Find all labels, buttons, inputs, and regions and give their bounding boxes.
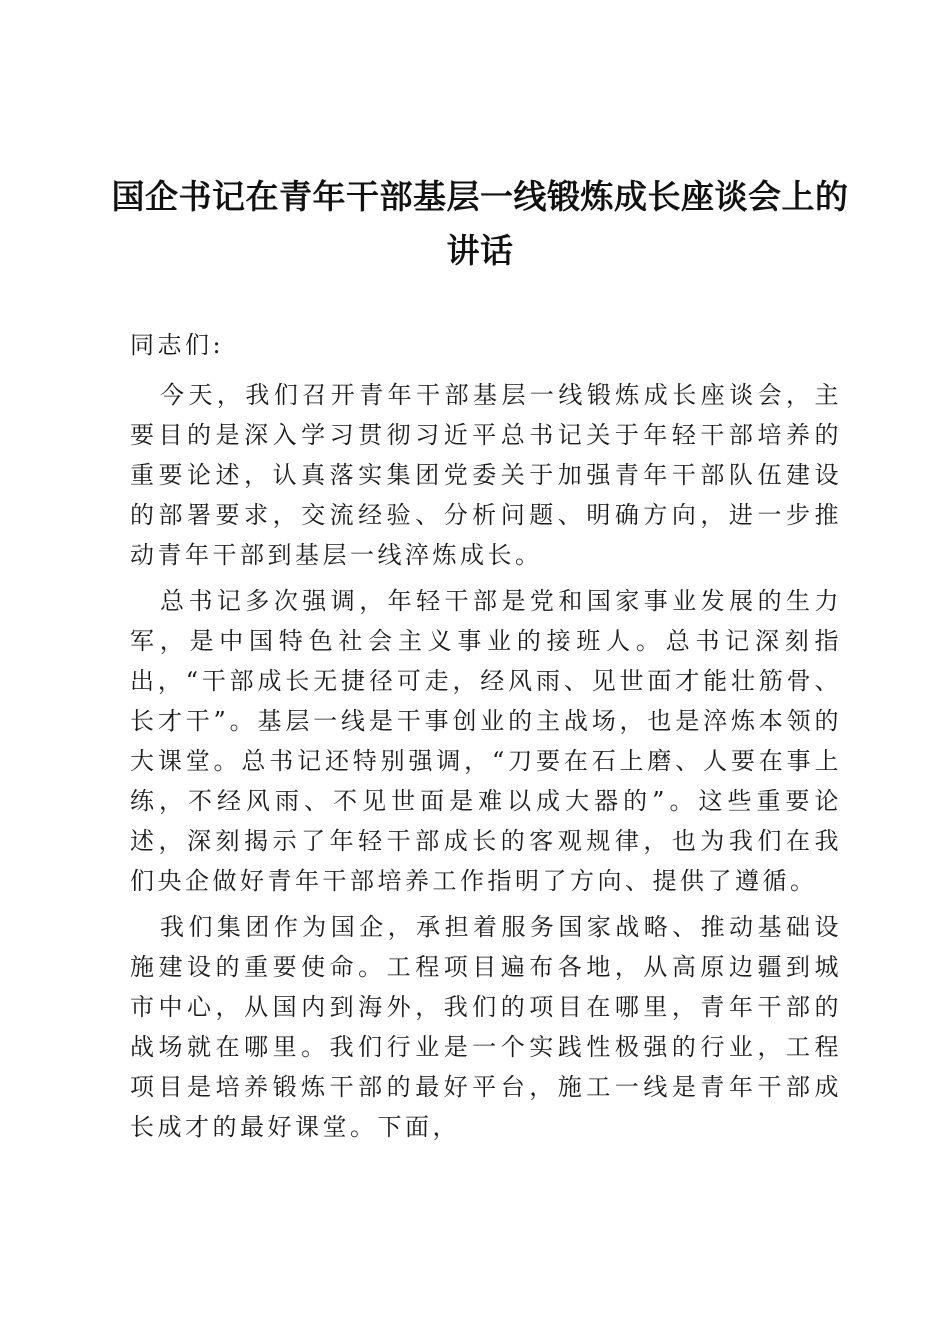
paragraph-2: 总书记多次强调，年轻干部是党和国家事业发展的生力军，是中国特色社会主义事业的接班人。总书记深刻指出，“干部成长无捷径可走，经风雨、见世面才能壮筋骨、长才干”。基层一线是干事创业的主战场，也是淬炼本领的大课堂。总书记还特别强调，“刀要在石上磨、人要在事上练，不经风雨、不见世面是难以成大器的”。这些重要论述，深刻揭示了年轻干部成长的客观规律，也为我们在我们央企做好青年干部培养工作指明了方向、提供了遵循。 xyxy=(130,587,842,895)
paragraph-1: 今天，我们召开青年干部基层一线锻炼成长座谈会，主要目的是深入学习贯彻习近平总书记关于年轻干部培养的重要论述，认真落实集团党委关于加强青年干部队伍建设的部署要求，交流经验、分析问题、明确方向，进一步推动青年干部到基层一线淬炼成长。 xyxy=(130,381,842,569)
paragraph-3: 我们集团作为国企，承担着服务国家战略、推动基础设施建设的重要使命。工程项目遍布各地，从高原边疆到城市中心，从国内到海外，我们的项目在哪里，青年干部的战场就在哪里。我们行业是一个实践性极强的行业，工程项目是培养锻炼干部的最好平台，施工一线是青年干部成长成才的最好课堂。下面， xyxy=(130,913,842,1141)
greeting: 同志们: xyxy=(130,331,225,359)
document-title: 国企书记在青年干部基层一线锻炼成长座谈会上的讲话 xyxy=(111,177,849,270)
document-body xyxy=(130,325,842,1153)
